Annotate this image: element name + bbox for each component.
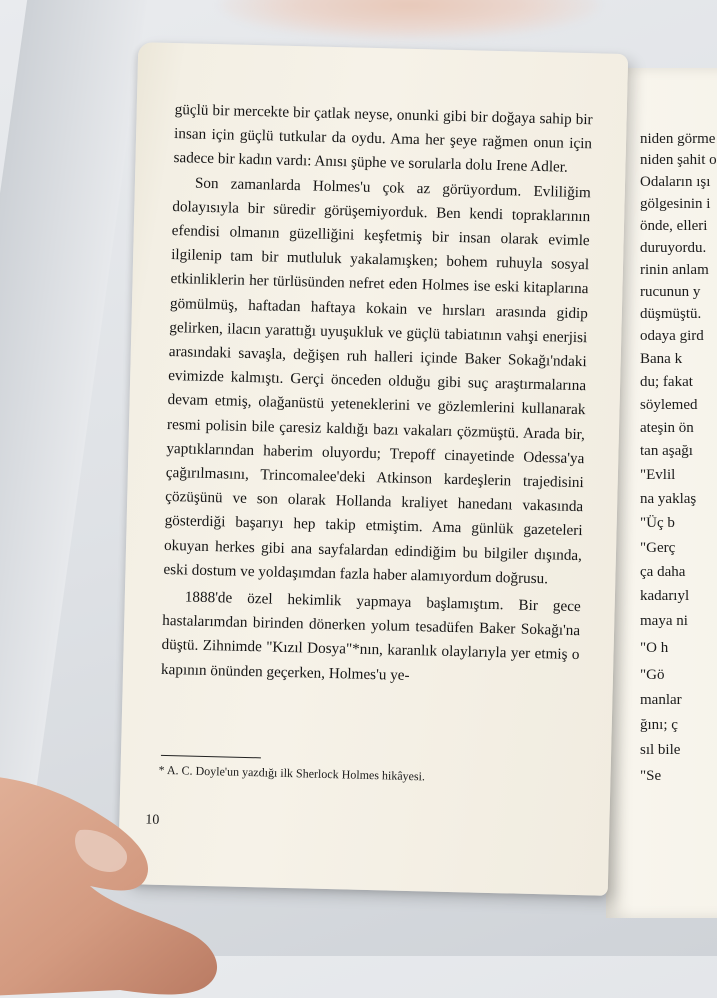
right-page-line: Odaların ışı [640,174,711,190]
right-page-line: önde, elleri [640,218,708,234]
right-page-line: "Gerç [640,540,676,556]
footnote-rule [161,755,261,758]
body-text [161,98,593,692]
right-page-line: düşmüştü. [640,306,702,322]
right-page-line: kadarıyl [640,588,690,604]
right-page-line: "O h [640,640,669,656]
right-page-line: "Evlil [640,467,676,483]
right-page-line: rinin anlam [640,262,709,278]
paragraph: 1888'de özel hekimlik yapmaya başlamıştım. Bir gece hastalarımdan birinden dönerken yolum tesadüfen Baker Sokağı'na düştü. Zihnimde "Kızıl Dosya"*nın, karanlık olaylarıyla yer etmiş o kapının önünden geçerken, Holmes'u ye- [160,588,581,684]
right-page-line: sıl bile [640,742,681,758]
right-page-line: niden görme [640,131,716,147]
right-page-line: "Se [640,768,662,784]
right-page-line: duruyordu. [640,240,707,256]
right-page-line: ğını; ç [640,717,678,733]
background-blur [220,0,600,40]
page-number: 10 [145,812,160,828]
right-page-line: na yaklaş [640,491,697,507]
right-page-line: manlar [640,692,682,708]
paragraph: Son zamanlarda Holmes'u çok az görüyordum. Evliliğim dolayısıyla bir süredir görüşemiyorduk. Ben kendi topraklarının efendisi olmanın güzelliğini keşfetmiş bir insan olarak evimle ilgilenip tam bir mutluluk yakalamışken; bohem ruhuyla sosyal etkinliklerin her türlüsünden nefret eden Holmes ise eski kitaplarına gömülmüş, haftadan haftaya kokain ve hırsları arasında gidip gelirken, ilacın yarattığı uyuşukluk ve güçlü tabiatının vahşi enerjisi arasındaki savaşla, değişen ruh halleri içinde Baker Sokağı'ndaki evimizde kalmıştı. Gerçi önceden olduğu gibi suç araştırmalarına devam etmiş, olağanüstü yeteneklerini ve gözlemlerini kullanarak resmi polisin bile çaresiz kaldığı bazı vakaları çözmüştü. Arada bir, yaptıklarından haberim oluyordu; Trepoff cinayetinde Odessa'ya çağırılmasını, Trincomalee'deki Atkinson kardeşlerin trajedisini çözüşünü ve son olarak Hollanda kraliyet hanedanı vakasında gösterdiği başarıyı hep takip etmiştim. Ama günlük gazeteleri okuyan herkes gibi ana sayfalardan edindiğim bu bilgiler dışında, eski dostum ve yoldaşımdan fazla haber alamıyordum doğrusu. [163,174,592,588]
hand [0,768,240,998]
right-page-line: ateşin ön [640,420,694,436]
paragraph: güçlü bir mercekte bir çatlak neyse, onunki gibi bir doğaya sahip bir insan için güçlü tutkular da oydu. Ama her şeye rağmen onun için sadece bir kadın vardı: Anısı şüphe ve sorularla dolu Irene Adler. [173,101,593,177]
right-page-line: maya ni [640,613,688,629]
right-page-line: gölgesinin i [640,196,711,212]
right-page-line: "Gö [640,667,665,683]
right-page-line: niden şahit o [640,152,717,168]
right-page-line: Bana k [640,351,683,367]
right-page-line: "Üç b [640,515,675,531]
right-page-line: tan aşağı [640,443,693,459]
right-page-line: söylemed [640,397,698,413]
right-page-line: odaya gird [640,328,704,344]
right-page-line: ça daha [640,564,686,580]
hand-shape [0,775,217,998]
right-page-line: rucunun y [640,284,701,300]
footnote: * A. C. Doyle'un yazdığı ilk Sherlock Holmes hikâyesi. [158,762,426,784]
right-page-line: du; fakat [640,374,693,390]
